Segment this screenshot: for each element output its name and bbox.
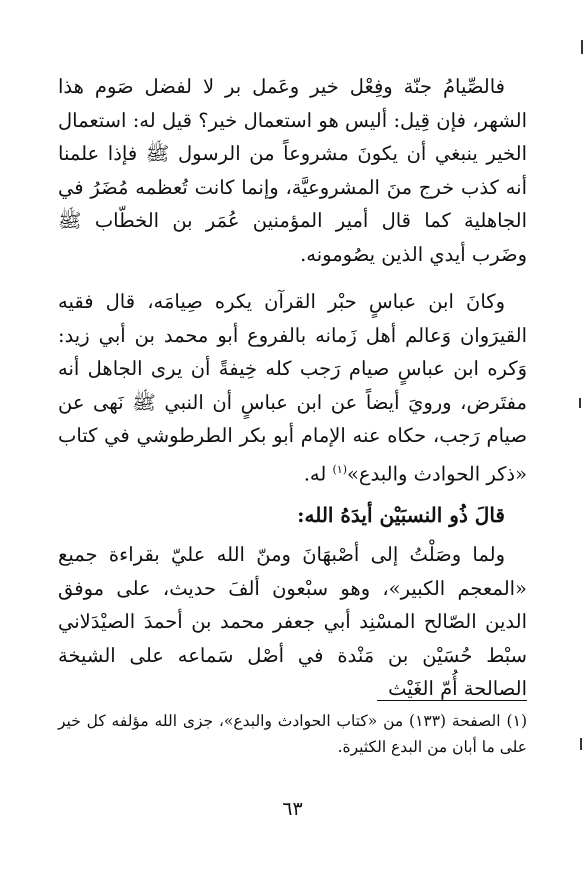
footnote-reference: (١) xyxy=(332,462,347,476)
scan-edge-mark xyxy=(579,398,581,408)
paragraph-2-text: وكانَ ابن عباسٍ حبْر القرآن يكره صِيامَه، قال فقيه القيرَوان وَعالم أهل زَمانه بالفروع أبو محمد بن أبي زيد: وَكره ابن عباسٍ صيام رَجب كله خِيفةً أن يرى الجاهل أنه مفتَرض، ورويَ أيضاً عن ابن عباسٍ أن النبي ﷺ نَهى عن صيام رَجب، حكاه عنه الإمام أبو بكر الطرطوشي في كتاب «ذكر الحوادث والبدع» xyxy=(58,290,527,485)
scan-edge-mark xyxy=(580,738,582,750)
paragraph-2-end: له. xyxy=(303,462,333,485)
footnote-text: الصفحة (١٣٣) من «كتاب الحوادث والبدع»، جزى الله مؤلفه كل خير على ما أبان من البدع الكثيرة. xyxy=(58,712,527,756)
section-heading: قالَ ذُو النسبَيْن أيدَهُ الله: xyxy=(297,502,505,527)
footnote-number: (١) xyxy=(506,712,527,730)
footnote xyxy=(58,708,527,760)
paragraph-3: ولما وصَلْتُ إلى أصْبهَانَ ومنّ الله عليّ بقراءة جميع «المعجم الكبير»، وهو سبْعون ألفَ حديث، على موفق الدين الصّالح المسْنِد أبي جعفر محمد بن أحمدَ الصيْدَلاني سبْط حُسَيْن بن مَنْدة في أصْل سَماعه على الشيخة الصالحة أُمّ الغَيْث xyxy=(58,543,527,700)
page-number: ٦٣ xyxy=(282,798,303,820)
paragraph-2 xyxy=(58,285,527,491)
main-text xyxy=(58,70,527,706)
paragraph-1: فالصِّيامُ جنّة وفِعْل خير وعَمل بر لا لفضل صَوم هذا الشهر، فإن قِيل: أليس هو استعمال خير؟ قيل له: استعمال الخير ينبغي أن يكونَ مشروعاً من الرسول ﷺ فإذا علمنا أنه كذب خرج منَ المشروعيَّة، وإنما كانت تُعظمه مُضَرُ في الجاهلية كما قال أمير المؤمنين عُمَر بن الخطّاب ﷺ وضَرب أيدي الذين يصُومونه. xyxy=(58,75,527,266)
scan-edge-mark xyxy=(581,40,583,54)
footnote-divider xyxy=(377,700,527,701)
